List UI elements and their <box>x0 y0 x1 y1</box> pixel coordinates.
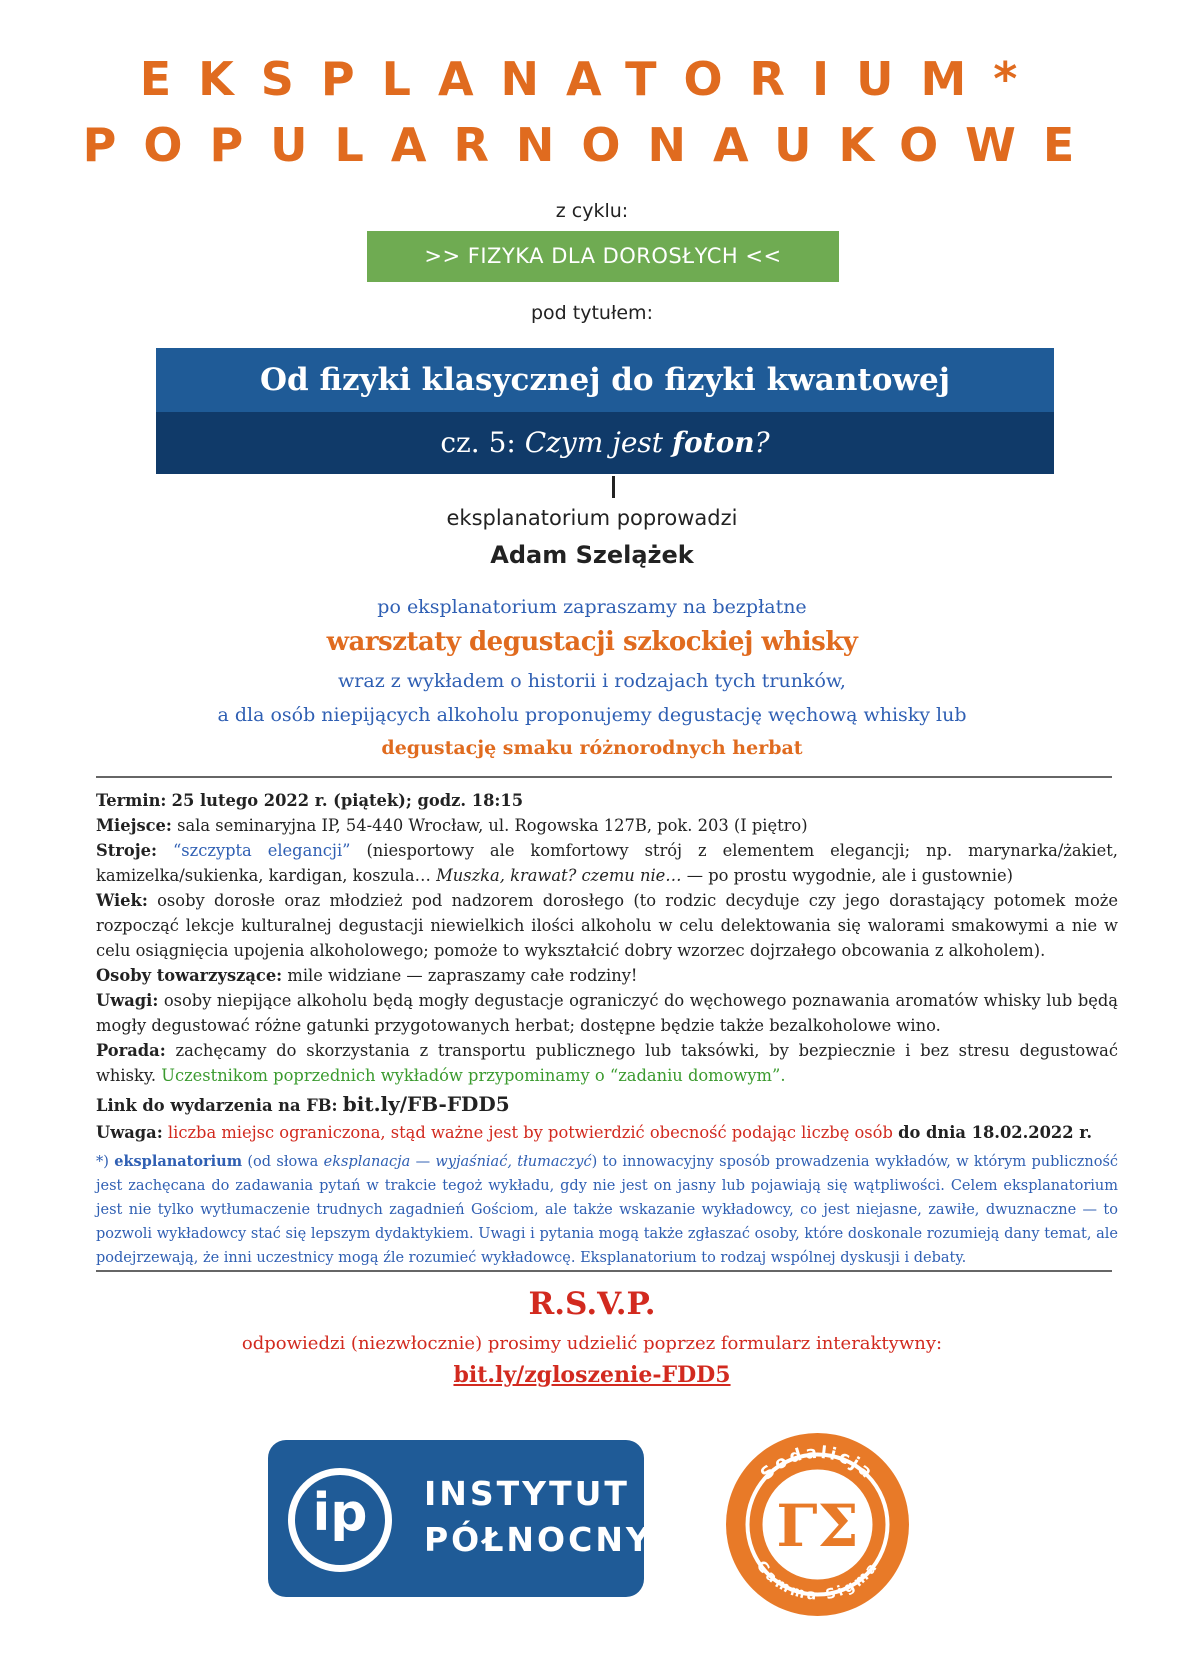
wiek-label: Wiek: <box>96 891 148 910</box>
invite-line4: degustację smaku różnorodnych herbat <box>381 737 803 759</box>
detail-miejsce <box>96 813 1118 838</box>
stroje-quote: “szczypta elegancji” <box>172 841 351 860</box>
footnote-term: eksplanatorium <box>114 1153 243 1170</box>
osoby-label: Osoby towarzyszące: <box>96 966 283 985</box>
gs-bottom-text: Gamma Sigma <box>752 1558 883 1604</box>
osoby-value: mile widziane — zapraszamy całe rodziny! <box>287 966 638 985</box>
gs-mark: ΓΣ <box>776 1492 859 1560</box>
invite-line2: wraz z wykładem o historii i rodzajach tych trunków, <box>338 670 846 692</box>
fb-event-link[interactable]: bit.ly/FB-FDD5 <box>342 1092 510 1116</box>
subtitle-prefix: cz. 5: <box>440 426 525 459</box>
footnote-dash: — <box>410 1154 436 1170</box>
detail-uwaga <box>96 1120 1118 1145</box>
uwaga-deadline: do dnia 18.02.2022 r. <box>898 1123 1093 1142</box>
wiek-value: osoby dorosłe oraz młodzież pod nadzorem dorosłego (to rodzic decyduje czy jego dorastający potomek może rozpocząć lekcje kulturalnej degustacji niewielkich ilości alkoholu w celu delektowania się walorami smakowymi a nie w celu osiągnięcia upojenia alkoholowego; pomoże to wykształcić dobry wzorzec dojrzałego obcowania z alkoholem). <box>96 891 1118 960</box>
invite-line3: a dla osób niepijących alkoholu proponujemy degustację węchową whisky lub <box>217 704 967 726</box>
rsvp-title: R.S.V.P. <box>528 1286 656 1322</box>
stroje-italic: Muszka, krawat? czemu nie… <box>436 866 682 885</box>
miejsce-value: sala seminaryjna IP, 54-440 Wrocław, ul. Rogowska 127B, pok. 203 (I piętro) <box>177 816 808 835</box>
termin-value: 25 lutego 2022 r. (piątek); godz. 18:15 <box>171 791 524 810</box>
footnote-star: *) <box>96 1154 109 1170</box>
detail-wiek <box>96 888 1118 963</box>
ip-circle-icon <box>288 1468 392 1572</box>
series-intro: z cyklu: <box>555 200 629 222</box>
subtitle-bold: foton <box>671 426 755 459</box>
porada-label: Porada: <box>96 1041 166 1060</box>
detail-porada <box>96 1038 1118 1088</box>
porada-green: Uczestnikom poprzednich wykładów przypominamy o “zadaniu domowym”. <box>161 1066 786 1085</box>
footnote-meaning: wyjaśniać, tłumaczyć <box>435 1154 592 1170</box>
main-title-line2: POPULARNONAUKOWE <box>82 118 1102 172</box>
invite-line1: po eksplanatorium zapraszamy na bezpłatne <box>377 596 807 618</box>
ip-line2: PÓŁNOCNY <box>424 1520 653 1559</box>
rsvp-link[interactable]: bit.ly/zgloszenie-FDD5 <box>453 1362 731 1388</box>
title-intro: pod tytułem: <box>531 302 653 324</box>
stroje-label: Stroje: <box>96 841 157 860</box>
miejsce-label: Miejsce: <box>96 816 172 835</box>
detail-uwagi <box>96 988 1118 1038</box>
uwagi-value: osoby niepijące alkoholu będą mogły degustacje ograniczyć do węchowego poznawania aromatów whisky lub będą mogły degustować różne gatunki przygotowanych herbat; dostępne będzie także bezalkoholowe wino. <box>96 991 1118 1035</box>
gs-top-text: Sodalicja <box>756 1442 879 1485</box>
stroje-value2: — po prostu wygodnie, ale i gustownie) <box>681 866 1013 885</box>
rsvp-text: odpowiedzi (niezwłocznie) prosimy udzielić poprzez formularz interaktywny: <box>241 1333 943 1354</box>
seal-icon <box>726 1433 909 1616</box>
porada-value: zachęcamy do skorzystania z transportu publicznego lub taksówki, by bezpiecznie i bez stresu degustować whisky. <box>96 1041 1118 1085</box>
host-intro: eksplanatorium poprowadzi <box>446 506 738 530</box>
footnote-rest: ) to innowacyjny sposób prowadzenia wykładów, w którym publiczność jest zachęcana do zadawania pytań w trakcie tegoż wykładu, gdy nie jest on jasny lub pojawiają się wątpliwości. Celem eksplanatorium jest nie tylko wytłumaczenie trudnych zagadnień Gościom, ale także wskazanie wykładowcy, co jest niejasne, zawiłe, dwuznaczne — to pozwoli wykładowcy stać się lepszym dydaktykiem. Uwagi i pytania mogą także zgłaszać osoby, które doskonale rozumieją dany temat, ale podejrzewają, że inni uczestnicy mogą źle rozumieć wykładowcę. Eksplanatorium to rodzaj wspólnej dyskusji i debaty. <box>96 1154 1119 1266</box>
uwaga-value: liczba miejsc ograniczona, stąd ważne jest by potwierdzić obecność podając liczbę osób <box>167 1123 893 1142</box>
detail-stroje <box>96 838 1118 888</box>
lecture-subtitle <box>156 412 1054 474</box>
detail-termin <box>96 788 1118 813</box>
footnote-word: eksplanacja <box>323 1154 411 1170</box>
lecture-title: Od fizyki klasycznej do fizyki kwantowej <box>156 348 1054 412</box>
subtitle-italic: Czym jest <box>524 426 672 459</box>
ip-line1: INSTYTUT <box>424 1474 630 1513</box>
main-title-line1: EKSPLANATORIUM* <box>139 52 1045 106</box>
detail-link <box>96 1092 1118 1118</box>
subtitle-end: ? <box>754 426 770 459</box>
event-details <box>96 788 1118 1145</box>
connector-line <box>612 476 615 498</box>
detail-osoby <box>96 963 1118 988</box>
ip-mark: ip <box>312 1483 368 1543</box>
footnote-open: (od słowa <box>242 1154 324 1170</box>
footnote <box>96 1150 1118 1270</box>
divider-bottom <box>96 1270 1112 1272</box>
host-name: Adam Szelążek <box>490 541 694 569</box>
termin-label: Termin: <box>96 791 167 810</box>
uwagi-label: Uwagi: <box>96 991 159 1010</box>
instytut-polnocny-logo <box>268 1440 653 1597</box>
invite-headline: warsztaty degustacji szkockiej whisky <box>326 627 858 657</box>
sodalicja-gamma-sigma-logo <box>726 1433 909 1616</box>
link-label: Link do wydarzenia na FB: <box>96 1096 338 1115</box>
stroje-value1: (niesportowy ale komfortowy strój z elementem elegancji; np. marynarka/żakiet, kamizelka/sukienka, kardigan, koszula… <box>96 841 1118 885</box>
divider-top <box>96 776 1112 778</box>
uwaga-label: Uwaga: <box>96 1123 163 1142</box>
series-banner: >> FIZYKA DLA DOROSŁYCH << <box>367 231 839 282</box>
